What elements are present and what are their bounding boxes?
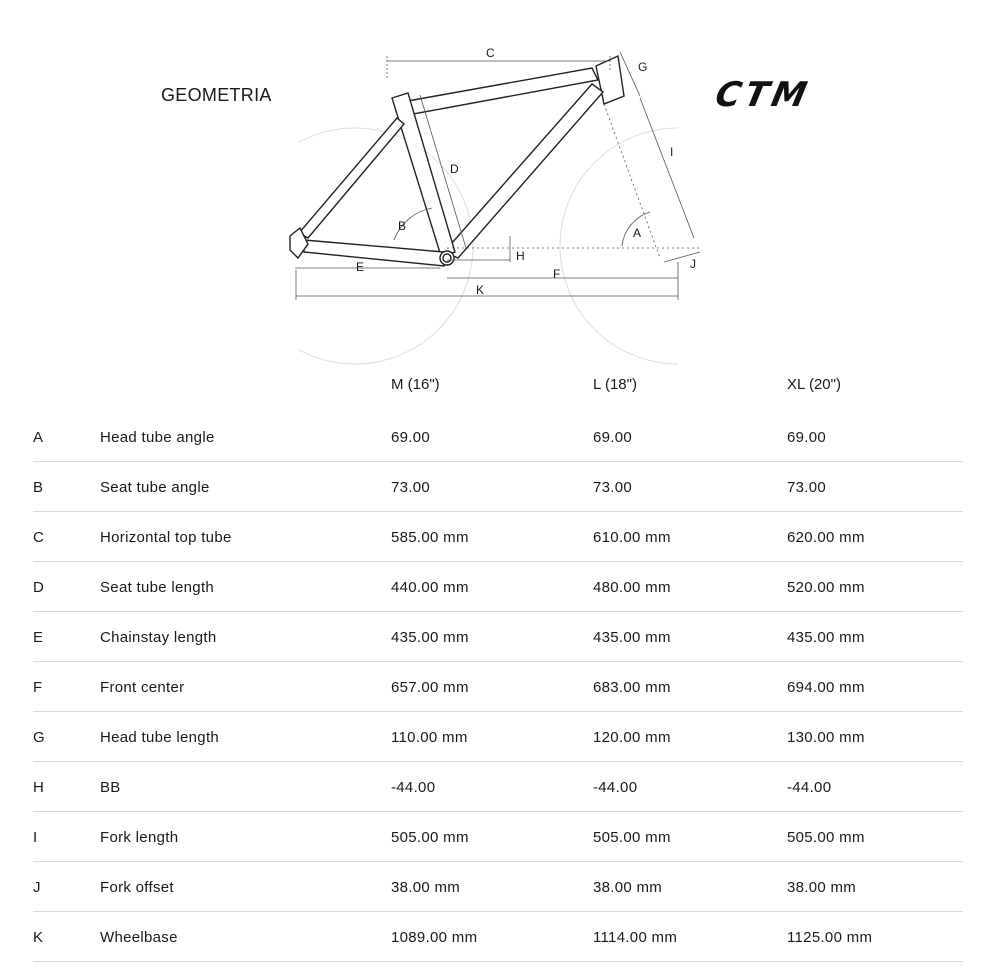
row-value-xl: 620.00 mm xyxy=(787,529,865,546)
geometry-diagram xyxy=(280,40,710,370)
row-value-l: -44.00 xyxy=(593,779,638,796)
row-value-m: 1089.00 mm xyxy=(391,929,478,946)
table-row xyxy=(33,912,963,962)
table-row xyxy=(33,412,963,462)
row-name: Front center xyxy=(100,679,185,696)
row-letter: A xyxy=(33,429,44,446)
label-b: B xyxy=(398,219,407,233)
table-row xyxy=(33,662,963,712)
label-j: J xyxy=(690,257,696,271)
table-row xyxy=(33,562,963,612)
row-value-xl: 520.00 mm xyxy=(787,579,865,596)
row-letter: G xyxy=(33,729,45,746)
row-value-l: 1114.00 mm xyxy=(593,929,678,946)
row-value-m: 440.00 mm xyxy=(391,579,469,596)
row-value-m: 585.00 mm xyxy=(391,529,469,546)
table-row xyxy=(33,462,963,512)
header-size-xl: XL (20") xyxy=(787,376,841,393)
row-value-xl: 694.00 mm xyxy=(787,679,865,696)
row-value-m: 657.00 mm xyxy=(391,679,469,696)
row-name: Chainstay length xyxy=(100,629,217,646)
brand-logo: CTM xyxy=(711,75,815,115)
bike-frame xyxy=(290,56,624,266)
table-row xyxy=(33,812,963,862)
row-value-xl: 505.00 mm xyxy=(787,829,865,846)
row-value-l: 610.00 mm xyxy=(593,529,671,546)
label-f: F xyxy=(553,267,561,281)
row-value-l: 38.00 mm xyxy=(593,879,663,896)
row-value-xl: 130.00 mm xyxy=(787,729,865,746)
row-letter: D xyxy=(33,579,45,596)
row-value-l: 120.00 mm xyxy=(593,729,671,746)
row-letter: J xyxy=(33,879,41,896)
table-row xyxy=(33,762,963,812)
label-g: G xyxy=(638,60,648,74)
row-letter: F xyxy=(33,679,43,696)
page-title: GEOMETRIA xyxy=(161,85,272,105)
row-value-l: 683.00 mm xyxy=(593,679,671,696)
row-value-m: 505.00 mm xyxy=(391,829,469,846)
row-value-m: 38.00 mm xyxy=(391,879,461,896)
row-name: BB xyxy=(100,779,121,796)
row-value-m: 73.00 xyxy=(391,479,431,496)
label-h: H xyxy=(516,249,525,263)
row-letter: H xyxy=(33,779,45,796)
row-value-m: -44.00 xyxy=(391,779,436,796)
row-letter: I xyxy=(33,829,38,846)
geometry-table xyxy=(33,412,963,962)
row-name: Seat tube angle xyxy=(100,479,210,496)
table-row xyxy=(33,712,963,762)
label-a: A xyxy=(633,226,642,240)
row-value-m: 435.00 mm xyxy=(391,629,469,646)
header-size-m: M (16") xyxy=(391,376,440,393)
label-i: I xyxy=(670,145,674,159)
header-size-l: L (18") xyxy=(593,376,637,393)
row-name: Fork length xyxy=(100,829,179,846)
row-value-xl: 73.00 xyxy=(787,479,827,496)
row-name: Seat tube length xyxy=(100,579,215,596)
row-name: Horizontal top tube xyxy=(100,529,232,546)
row-value-xl: 1125.00 mm xyxy=(787,929,873,946)
row-letter: C xyxy=(33,529,45,546)
row-value-xl: 38.00 mm xyxy=(787,879,857,896)
label-e: E xyxy=(356,260,365,274)
row-value-xl: 435.00 mm xyxy=(787,629,865,646)
row-letter: E xyxy=(33,629,44,646)
table-row xyxy=(33,512,963,562)
row-letter: B xyxy=(33,479,44,496)
row-value-l: 505.00 mm xyxy=(593,829,671,846)
label-k: K xyxy=(476,283,485,297)
label-d: D xyxy=(450,162,459,176)
row-name: Head tube length xyxy=(100,729,220,746)
table-row xyxy=(33,612,963,662)
row-letter: K xyxy=(33,929,44,946)
row-name: Wheelbase xyxy=(100,929,178,946)
row-value-l: 480.00 mm xyxy=(593,579,671,596)
row-name: Head tube angle xyxy=(100,429,215,446)
label-c: C xyxy=(486,46,495,60)
row-value-xl: 69.00 xyxy=(787,429,827,446)
table-row xyxy=(33,862,963,912)
row-value-l: 69.00 xyxy=(593,429,633,446)
row-value-l: 435.00 mm xyxy=(593,629,671,646)
row-value-xl: -44.00 xyxy=(787,779,832,796)
row-value-m: 69.00 xyxy=(391,429,431,446)
row-name: Fork offset xyxy=(100,879,174,896)
row-value-l: 73.00 xyxy=(593,479,633,496)
row-value-m: 110.00 mm xyxy=(391,729,468,746)
